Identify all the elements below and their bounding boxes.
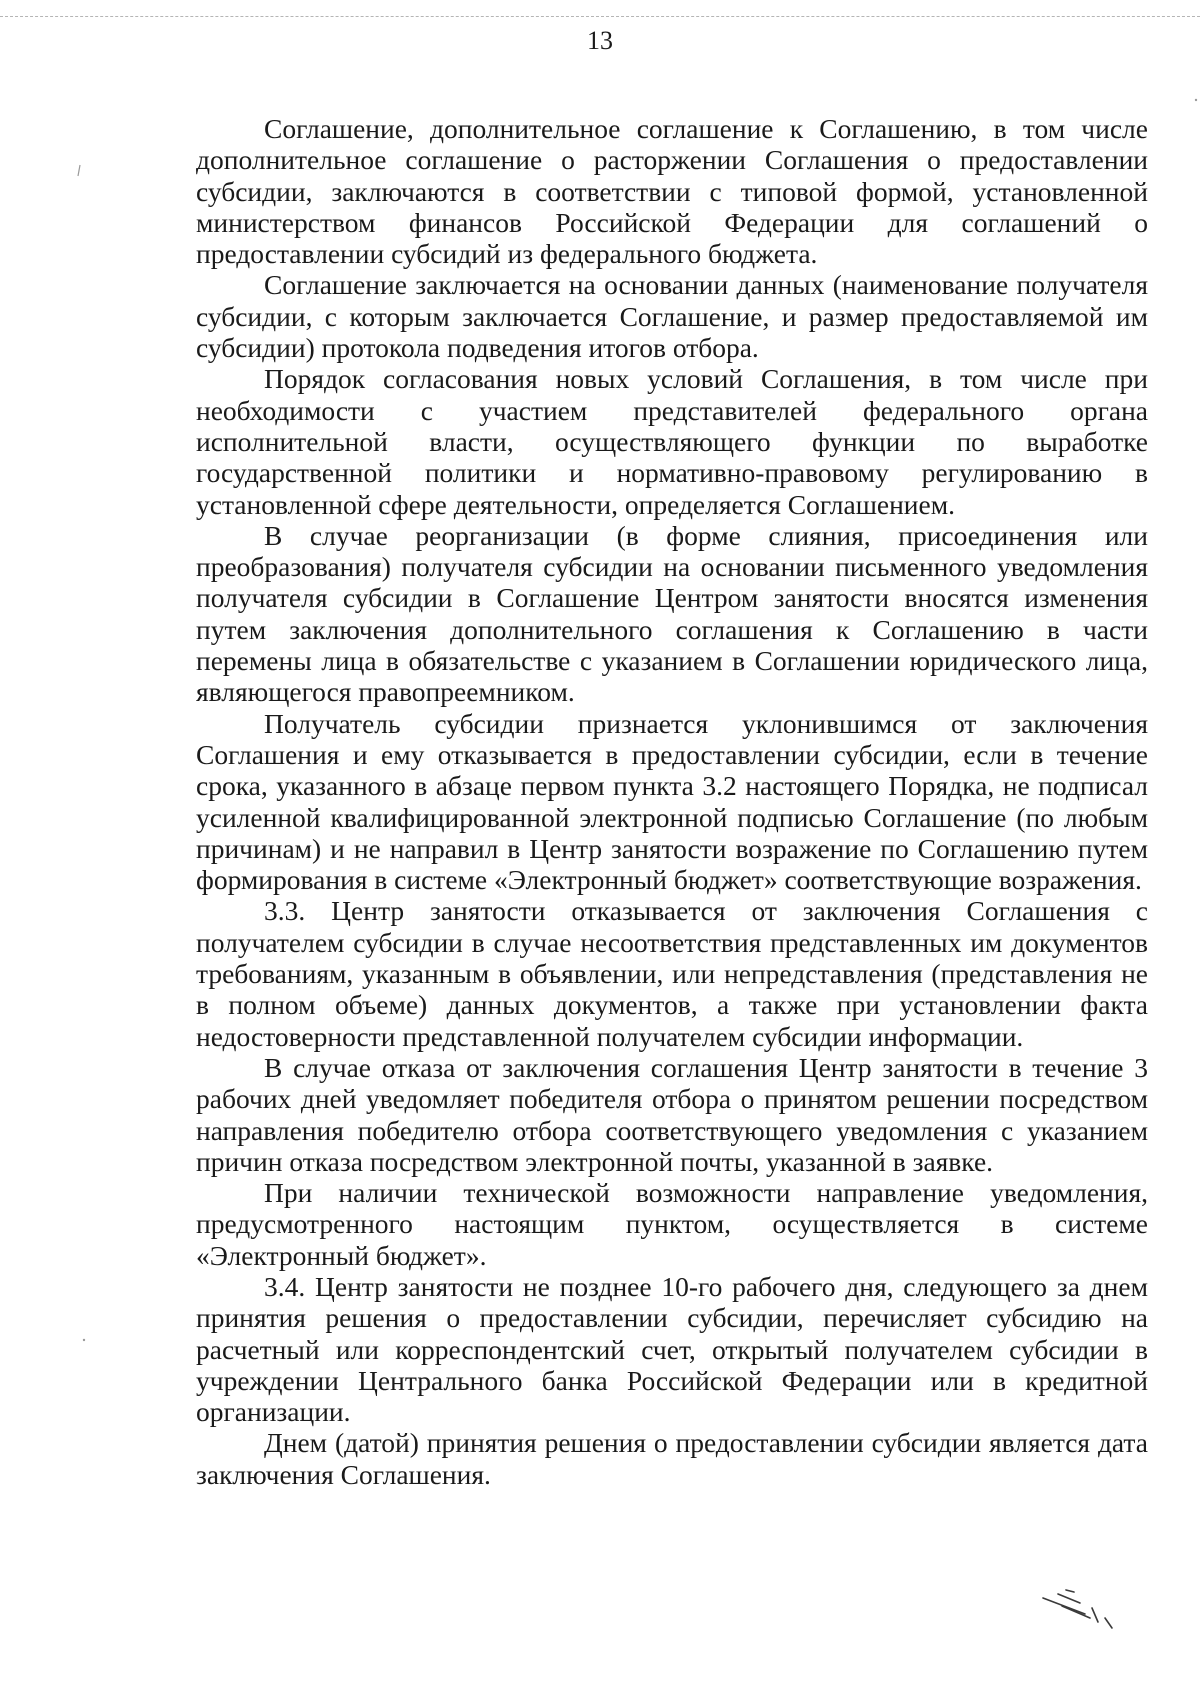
initials-mark	[1043, 1590, 1112, 1628]
scan-dot-left-lower	[83, 1339, 85, 1341]
scan-top-edge-line	[0, 16, 1200, 17]
scan-speck-left	[78, 165, 80, 176]
paragraph-reorganization: В случае реорганизации (в форме слияния, присоединения или преобразования) получателя субсидии на основании письменного уведомления получателя субсидии в Соглашение Центром занятости вносятся изменения путем заключения дополнительного соглашения к Соглашению в части перемены лица в обязательстве с указанием в Соглашении юридического лица, являющегося правопреемником.	[196, 519, 1148, 708]
paragraph-agreement-basis: Соглашение заключается на основании данных (наименование получателя субсидии, с которым заключается Соглашение, и размер предоставляемой им субсидии) протокола подведения итогов отбора.	[196, 269, 1148, 364]
paragraph-3-4-transfer: 3.4. Центр занятости не позднее 10-го рабочего дня, следующего за днем принятия решения о предоставлении субсидии, перечисляет субсидию на расчетный или корреспондентский счет, открытый получателем субсидии в учреждении Центрального банка Российской Федерации или в кредитной организации.	[196, 1270, 1148, 1428]
paragraph-3-3-refusal: 3.3. Центр занятости отказывается от заключения Соглашения с получателем субсидии в случае несоответствия представленных им документов требованиям, указанным в объявлении, или непредставления (представления не в полном объеме) данных документов, а также при установлении факта недостоверности представленной получателем субсидии информации.	[196, 895, 1148, 1052]
document-body	[196, 113, 1148, 1490]
paragraph-new-conditions-procedure: Порядок согласования новых условий Соглашения, в том числе при необходимости с участием представителей федерального органа исполнительной власти, осуществляющего функции по выработке государственной политики и нормативно-правовому регулированию в установленной сфере деятельности, определяется Соглашением.	[196, 363, 1148, 520]
paragraph-electronic-budget: При наличии технической возможности направление уведомления, предусмотренного настоящим пунктом, осуществляется в системе «Электронный бюджет».	[196, 1177, 1148, 1271]
paragraph-refusal-notification: В случае отказа от заключения соглашения Центр занятости в течение 3 рабочих дней уведомляет победителя отбора о принятом решении посредством направления победителю отбора соответствующего уведомления с указанием причин отказа посредством электронной почты, указанной в заявке.	[196, 1051, 1148, 1177]
paragraph-decision-date: Днем (датой) принятия решения о предоставлении субсидии является дата заключения Соглашения.	[196, 1427, 1148, 1490]
page-number: 13	[587, 26, 613, 55]
paragraph-evasion: Получатель субсидии признается уклонившимся от заключения Соглашения и ему отказывается в предоставлении субсидии, если в течение срока, указанного в абзаце первом пункта 3.2 настоящего Порядка, не подписал усиленной квалифицированной электронной подписью Соглашение (по любым причинам) и не направил в Центр занятости возражение по Соглашению путем формирования в системе «Электронный бюджет» соответствующие возражения.	[196, 707, 1148, 896]
paragraph-agreement-form: Соглашение, дополнительное соглашение к Соглашению, в том числе дополнительное соглашение о расторжении Соглашения о предоставлении субсидии, заключаются в соответствии с типовой формой, установленной министерством финансов Российской Федерации для соглашений о предоставлении субсидий из федерального бюджета.	[196, 113, 1148, 270]
scan-dot-right	[1195, 99, 1197, 101]
